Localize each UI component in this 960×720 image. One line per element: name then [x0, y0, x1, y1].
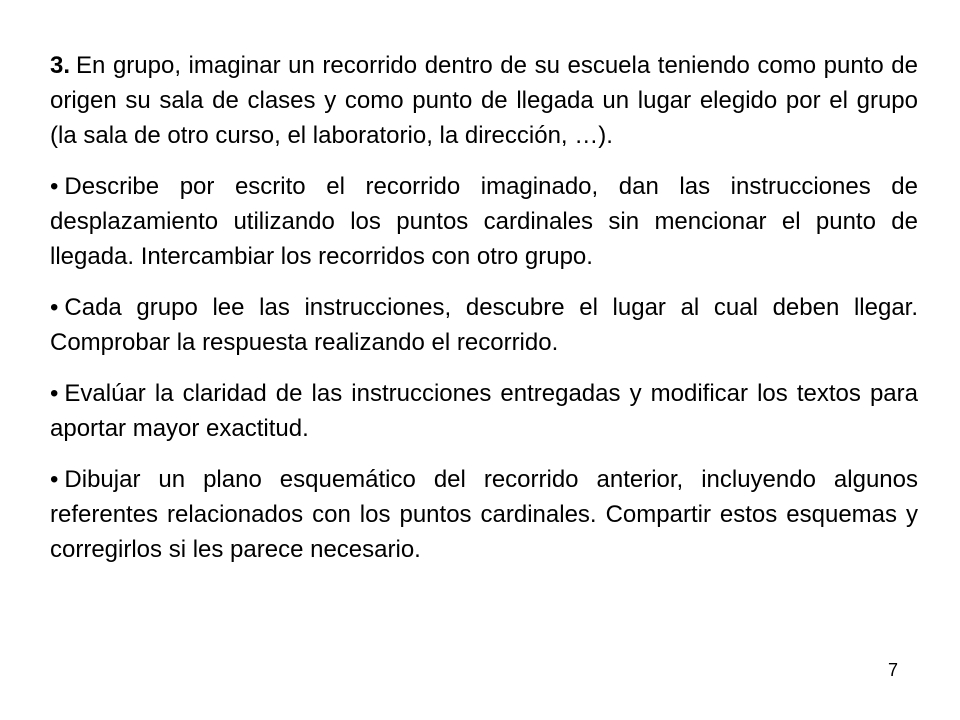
bullet-text: Describe por escrito el recorrido imaginado, dan las instrucciones de desplazamiento utilizando los puntos cardinales sin mencionar el punto de llegada. Intercambiar los recorridos con otro grupo.	[50, 173, 918, 270]
page-number: 7	[888, 660, 899, 680]
bullet-item	[50, 290, 918, 360]
slide-content	[50, 48, 918, 567]
bullet-icon: •	[50, 466, 59, 493]
bullet-icon: •	[50, 380, 59, 407]
bullet-text: Cada grupo lee las instrucciones, descubre el lugar al cual deben llegar. Comprobar la respuesta realizando el recorrido.	[50, 294, 918, 356]
bullet-icon: •	[50, 294, 59, 321]
bullet-text: Dibujar un plano esquemático del recorrido anterior, incluyendo algunos referentes relacionados con los puntos cardinales. Compartir estos esquemas y corregirlos si les parece necesario.	[50, 466, 918, 563]
bullet-item	[50, 169, 918, 274]
bullet-text: Evalúar la claridad de las instrucciones entregadas y modificar los textos para aportar mayor exactitud.	[50, 380, 918, 442]
bullet-item	[50, 462, 918, 567]
intro-text: En grupo, imaginar un recorrido dentro de su escuela teniendo como punto de origen su sala de clases y como punto de llegada un lugar elegido por el grupo (la sala de otro curso, el laboratorio, la dirección, …).	[50, 52, 918, 149]
intro-paragraph	[50, 48, 918, 153]
bullet-icon: •	[50, 173, 59, 200]
bullet-item	[50, 376, 918, 446]
activity-number: 3.	[50, 52, 71, 79]
